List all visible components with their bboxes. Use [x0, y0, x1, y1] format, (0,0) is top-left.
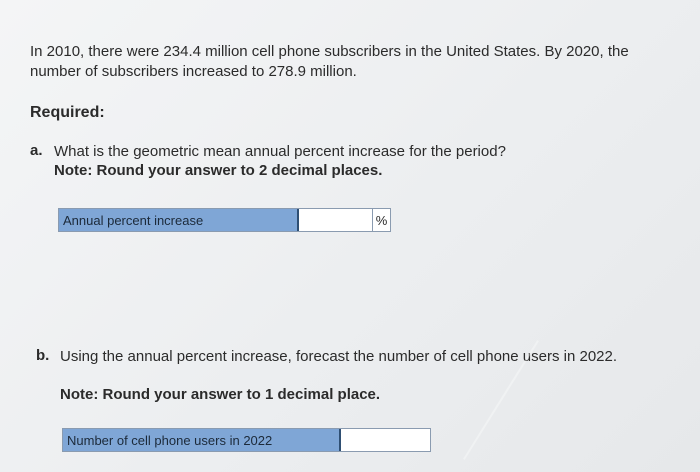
part-a-letter: a.: [30, 142, 43, 159]
part-b-answer-label: Number of cell phone users in 2022: [63, 429, 339, 451]
part-a-answer-label: Annual percent increase: [59, 209, 297, 231]
percent-unit: %: [372, 209, 390, 231]
part-a-answer-row: [58, 208, 391, 232]
required-heading: Required:: [30, 104, 105, 121]
part-a-note: Note: Round your answer to 2 decimal places.: [54, 162, 383, 179]
part-b-answer-row: [62, 428, 431, 452]
problem-statement: In 2010, there were 234.4 million cell phone subscribers in the United States. By 2020, the number of subscribers increased to 278.9 million.: [30, 43, 629, 80]
part-b-letter: b.: [36, 347, 50, 364]
part-b-question: Using the annual percent increase, forecast the number of cell phone users in 2022.: [60, 348, 618, 365]
part-a-question: What is the geometric mean annual percent increase for the period?: [54, 143, 506, 160]
part-b-note: Note: Round your answer to 1 decimal place.: [60, 386, 381, 403]
annual-percent-increase-input[interactable]: [297, 209, 372, 231]
cell-phone-users-2022-input[interactable]: [339, 429, 430, 451]
